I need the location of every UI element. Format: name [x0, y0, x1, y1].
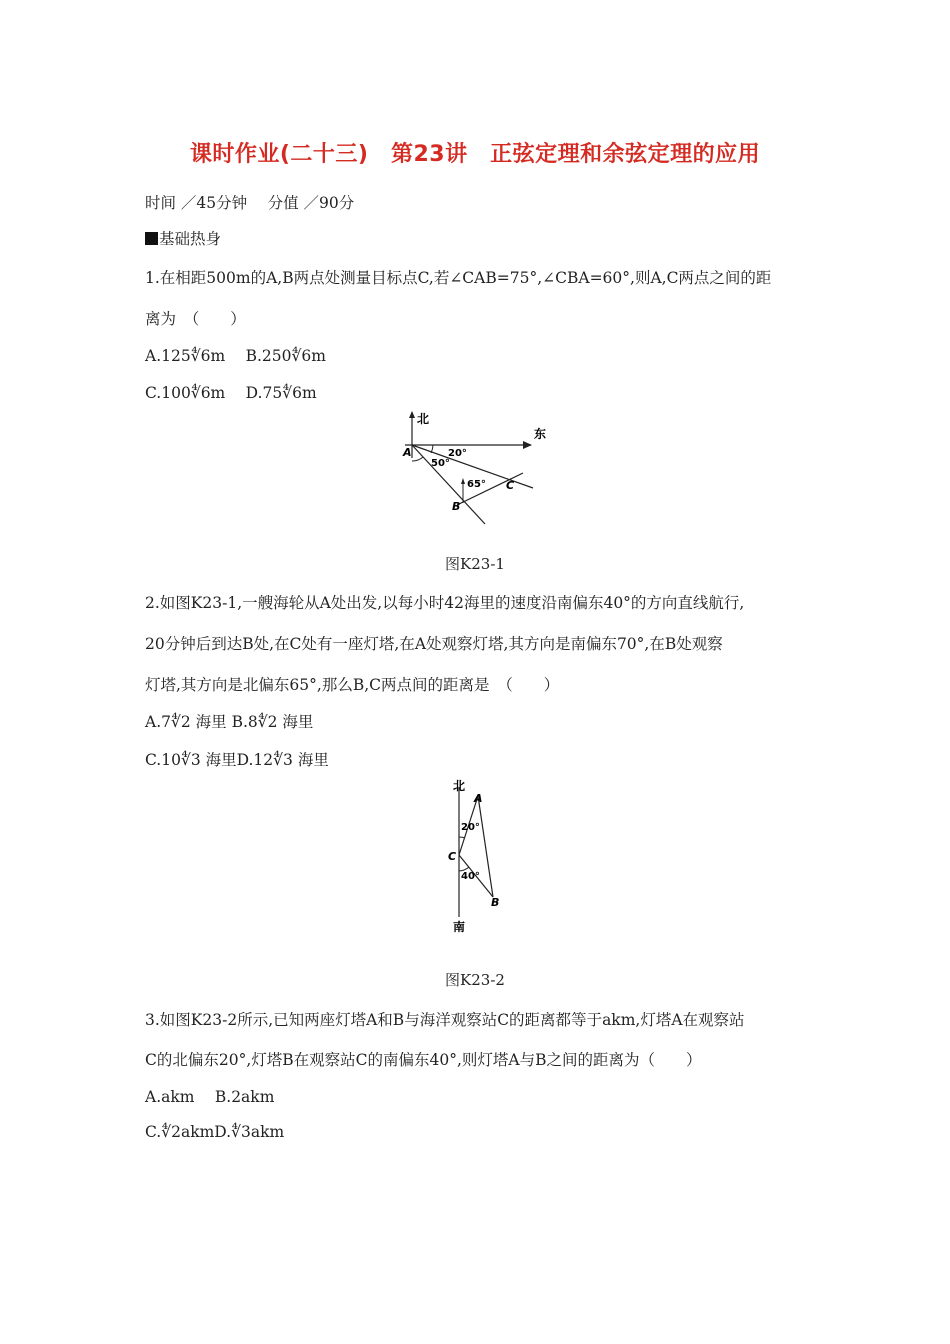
q3-line1: 3.如图K23-2所示,已知两座灯塔A和B与海洋观察站C的距离都等于akm,灯塔A在观察站	[145, 1011, 745, 1029]
figure-k23-2-caption: 图K23-2	[445, 971, 505, 989]
label-a: A	[474, 792, 483, 805]
section-heading	[145, 227, 221, 249]
q3-line2: C的北偏东20°,灯塔B在观察站C的南偏东40°,则灯塔A与B之间的距离为（ ）	[145, 1051, 702, 1069]
figure-k23-1-caption: 图K23-1	[445, 555, 505, 573]
q2-line3: 灯塔,其方向是北偏东65°,那么B,C两点间的距离是 （ ）	[145, 676, 560, 694]
label-north: 北	[417, 412, 430, 426]
meta-line: 时间 ／45分钟 分值 ／90分	[145, 194, 355, 212]
section-title: 基础热身	[159, 230, 222, 248]
q1-option-ab: A.125∜6m B.250∜6m	[145, 347, 326, 365]
label-south: 南	[453, 920, 466, 934]
label-c: C	[448, 850, 457, 863]
angle-arc-20	[459, 837, 465, 838]
north-arrow-icon	[409, 411, 415, 418]
angle-label-40: 40°	[461, 871, 480, 882]
angle-label-20: 20°	[461, 822, 480, 833]
q1-line1: 1.在相距500m的A,B两点处测量目标点C,若∠CAB=75°,∠CBA=60°,则A,C两点之间的距	[145, 269, 772, 287]
figure-k23-2	[438, 775, 518, 940]
q1-option-cd: C.100∜6m D.75∜6m	[145, 384, 317, 402]
q2-line2: 20分钟后到达B处,在C处有一座灯塔,在A处观察灯塔,其方向是南偏东70°,在B处观察	[145, 635, 723, 653]
label-c: C	[506, 479, 515, 492]
label-east: 东	[534, 427, 547, 441]
section-square-icon	[145, 232, 158, 245]
q2-option-ab: A.7∜2 海里 B.8∜2 海里	[145, 713, 314, 731]
angle-arc-50	[412, 457, 423, 461]
label-b: B	[452, 500, 461, 513]
label-a: A	[403, 446, 412, 459]
figure-k23-1	[395, 408, 555, 528]
label-north: 北	[453, 779, 466, 793]
q1-line2: 离为 （ ）	[145, 310, 246, 328]
label-b: B	[491, 896, 500, 909]
q3-option-ab: A.akm B.2akm	[145, 1088, 275, 1106]
q2-option-cd: C.10∜3 海里D.12∜3 海里	[145, 751, 329, 769]
q3-option-cd: C.∜2akmD.∜3akm	[145, 1123, 285, 1141]
angle-label-20: 20°	[448, 448, 467, 459]
north-mark-arrow-icon	[461, 478, 465, 484]
east-arrow-icon	[523, 441, 532, 449]
angle-label-50: 50°	[431, 458, 450, 469]
angle-label-65: 65°	[467, 479, 486, 490]
q2-line1: 2.如图K23-1,一艘海轮从A处出发,以每小时42海里的速度沿南偏东40°的方向直线航行,	[145, 594, 745, 612]
page-title: 课时作业(二十三) 第23讲 正弦定理和余弦定理的应用	[189, 142, 761, 167]
